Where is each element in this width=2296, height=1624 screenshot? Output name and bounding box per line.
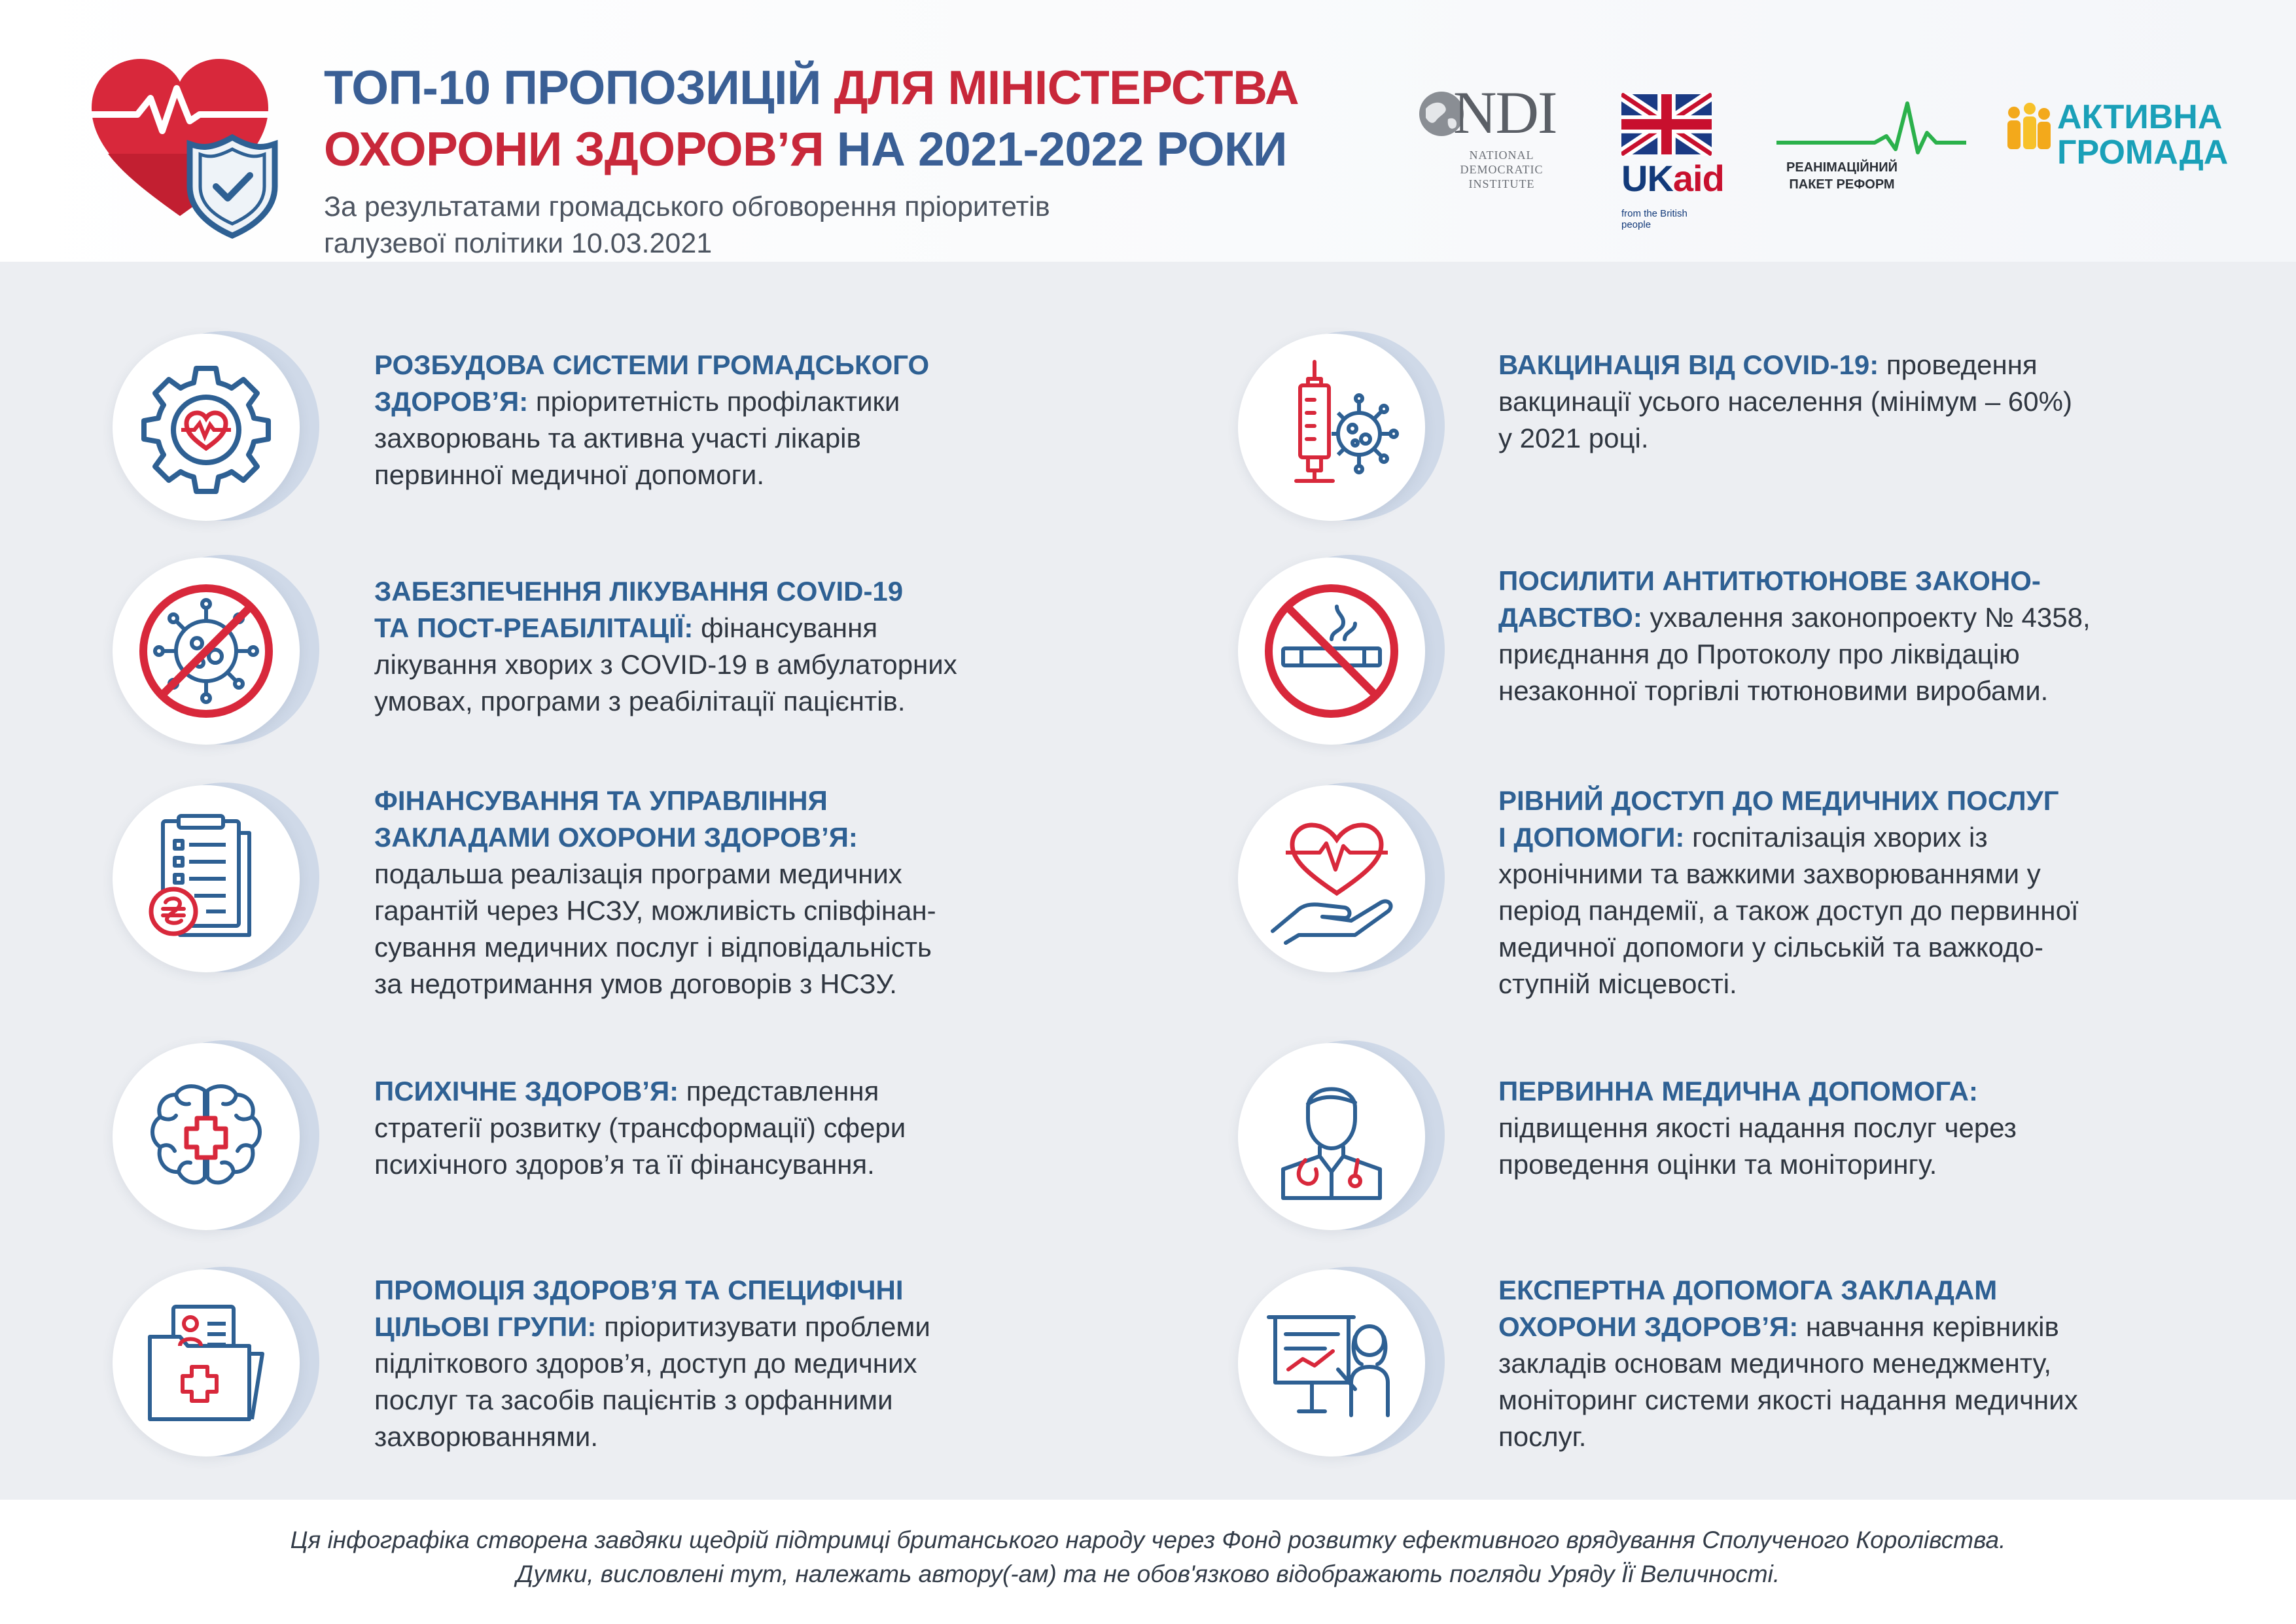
item-10-text: ЕКСПЕРТНА ДОПОМОГА ЗАКЛАДАМ ОХОРОНИ ЗДОРОВ’Я: навчання керівників закладів основам медичного менеджменту, моніторинг системи якості надання медичних послуг.: [1498, 1275, 2078, 1452]
item-10-icon-badge: [1238, 1269, 1434, 1466]
item-5-text: ПРОМОЦІЯ ЗДОРОВ’Я ТА СПЕЦИФІЧНІ ЦІЛЬОВІ ГРУПИ: пріоритизувати проблеми підліткового здоров’я, доступ до медичних послуг та засобів пацієнтів з орфанними захворюваннями.: [374, 1275, 930, 1452]
item-6-text: ВАКЦИНАЦІЯ ВІД COVID-19: проведення вакцинації усього населення (мінімум – 60%) у 2021 році.: [1498, 349, 2072, 453]
item-9-icon-badge: [1238, 1043, 1434, 1239]
footer-disclaimer: [0, 1500, 2296, 1624]
item-1-text: РОЗБУДОВА СИСТЕМИ ГРОМАДСЬКОГО ЗДОРОВ’Я: пріоритетність профілактики захворювань та активна участі лікарів первинної медичної допомоги.: [374, 349, 930, 490]
page-subtitle: За результатами громадського обговорення пріоритетів галузевої політики 10.03.2021: [324, 191, 1050, 259]
item-4-icon-badge: [113, 1043, 309, 1239]
no-virus-icon: [134, 579, 278, 723]
ndi-mark: NDI: [1453, 79, 1557, 146]
doctor-icon: [1260, 1065, 1404, 1209]
rpr-logo: РЕАНІМАЦІЙНИЙ ПАКЕТ РЕФОРМ: [1776, 97, 1966, 193]
item-8-icon-badge: [1238, 785, 1434, 981]
item-5-icon-badge: [113, 1269, 309, 1466]
people-icon: [2002, 102, 2055, 165]
union-flag-icon: [1621, 93, 1712, 156]
no-smoking-icon: [1260, 579, 1404, 723]
item-1-icon-badge: [113, 334, 309, 530]
medical-folder-icon: [134, 1291, 278, 1435]
item-9-text: ПЕРВИННА МЕДИЧНА ДОПОМОГА: підвищення якості надання послуг через проведення оцінки та моніторингу.: [1498, 1076, 2017, 1180]
item-7-icon-badge: [1238, 557, 1434, 754]
gear-heart-icon: [134, 355, 278, 499]
active-community-logo: АКТИВНА ГРОМАДА: [2002, 99, 2225, 170]
item-8-text: РІВНИЙ ДОСТУП ДО МЕДИЧНИХ ПОСЛУГ І ДОПОМОГИ: госпіталізація хворих із хронічними та важкими захворюваннями у період пандемії, а також доступ до первинної медичної допомоги у сільській та важкодо- ступній місцевості.: [1498, 785, 2079, 999]
ukaid-logo: UKaid from the British people: [1621, 93, 1713, 230]
footer-line-2: Думки, висловлені тут, належать автору(-ам) та не обов'язково відображають погляди Уряду Її Величності.: [516, 1561, 1780, 1587]
item-6-icon-badge: [1238, 334, 1434, 530]
footer-line-1: Ця інфографіка створена завдяки щедрій підтримці британського народу через Фонд розвитку ефективного врядування Сполученого Королівства.: [290, 1527, 2006, 1553]
pulse-icon: [1776, 97, 1966, 156]
ndi-logo: NDI NATIONAL DEMOCRATIC INSTITUTE: [1417, 84, 1567, 191]
brain-cross-icon: [134, 1065, 278, 1209]
item-3-icon-badge: [113, 785, 309, 981]
item-2-icon-badge: [113, 557, 309, 754]
document-hryvnia-icon: [134, 807, 278, 951]
page-title: ТОП-10 ПРОПОЗИЦІЙ ДЛЯ МІНІСТЕРСТВА ОХОРОНИ ЗДОРОВ’Я НА 2021-2022 РОКИ: [324, 62, 1299, 176]
item-3-text: ФІНАНСУВАННЯ ТА УПРАВЛІННЯ ЗАКЛАДАМИ ОХОРОНИ ЗДОРОВ’Я: подальша реалізація програми медичних гарантій через НСЗУ, можливість співфінан- сування медичних послуг і відповідальність за недотримання умов договорів з НСЗУ.: [374, 785, 936, 999]
item-7-text: ПОСИЛИТИ АНТИТЮТЮНОВЕ ЗАКОНО- ДАВСТВО: ухвалення законопроекту № 4358, приєднання до Протоколу про ліквідацію незаконної торгівлі тютюновими виробами.: [1498, 565, 2091, 706]
item-2-text: ЗАБЕЗПЕЧЕННЯ ЛІКУВАННЯ COVID-19 ТА ПОСТ-РЕАБІЛІТАЦІЇ: фінансування лікування хворих з COVID-19 в амбулаторних умовах, програми з реабілітації пацієнтів.: [374, 576, 957, 716]
syringe-virus-icon: [1260, 355, 1404, 499]
heart-shield-logo-icon: [85, 52, 281, 242]
item-4-text: ПСИХІЧНЕ ЗДОРОВ’Я: представлення стратегії розвитку (трансформації) сфери психічного здоров’я та її фінансування.: [374, 1076, 906, 1180]
presentation-icon: [1260, 1291, 1404, 1435]
heart-hand-icon: [1260, 807, 1404, 951]
